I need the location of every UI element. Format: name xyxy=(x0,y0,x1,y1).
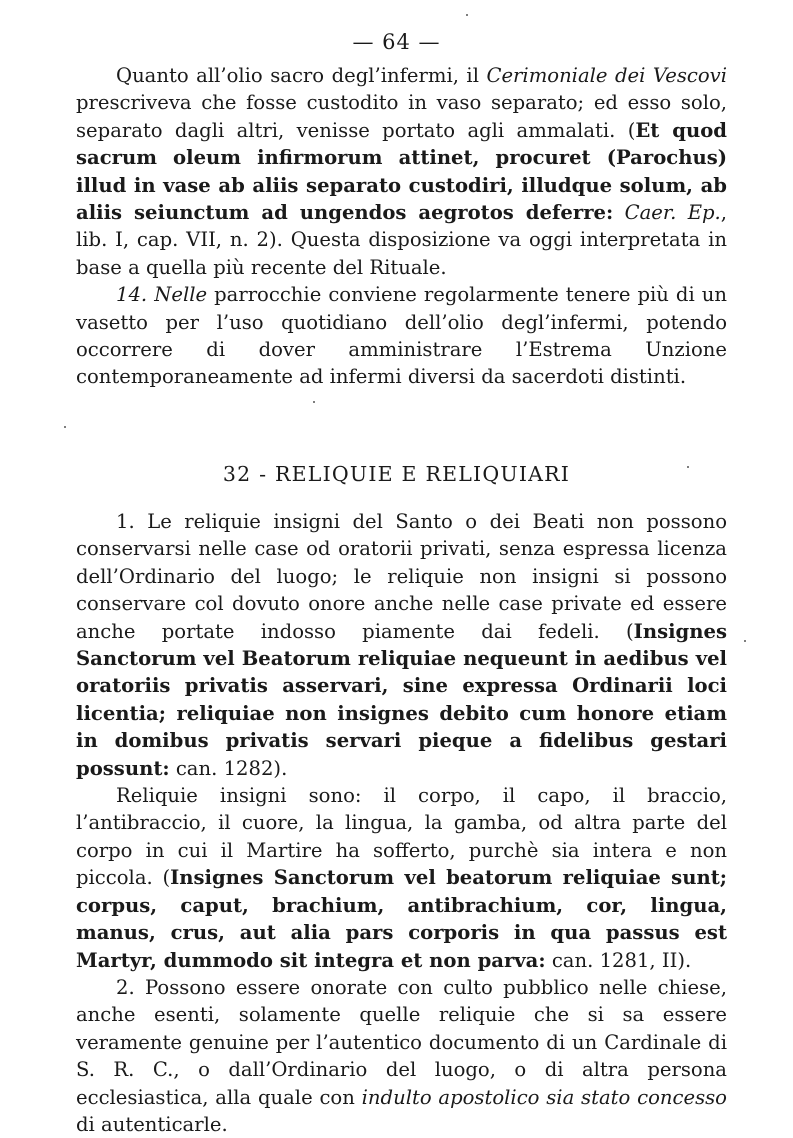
scan-speck xyxy=(744,640,746,642)
section-number: 32 - xyxy=(222,462,268,486)
text-run-italic: Nelle xyxy=(154,283,208,307)
text-run xyxy=(613,201,624,224)
paragraph-holy-oil xyxy=(76,62,727,281)
text-run: can. 1282). xyxy=(169,756,288,780)
text-run-italic: indulto apostolico sia stato concesso xyxy=(361,1085,727,1109)
top-text-block xyxy=(76,62,727,391)
text-run: can. 1281, II). xyxy=(545,948,692,972)
paragraph-relics-2 xyxy=(76,974,727,1138)
text-run: , lib. I, cap. VII, n. 2). Questa disposizione va oggi interpretata in base a quella più recente del Rituale. xyxy=(76,201,728,279)
page-number: — 64 — xyxy=(352,30,441,54)
scan-speck xyxy=(466,14,468,16)
latin-quotation: Insignes Sanctorum vel beatorum reliquiae sunt; corpus, caput, brachium, antibrachium, cor, lingua, manus, crus, aut alia pars corporis in qua passus est Martyr, dummodo sit integra et non parva: xyxy=(76,866,727,972)
latin-quotation: Insignes Sanctorum vel Beatorum reliquiae nequeunt in aedibus vel oratoriis privatis asservari, sine expressa Ordinarii loci licentia; reliquiae non insignes debito cum honore etiam in domibus privatis servari pieque a fidelibus gestari possunt: xyxy=(76,619,727,780)
latin-quotation: Et quod sacrum oleum infirmorum attinet, procuret (Parochus) illud in vase ab aliis separato custodiri, illudque solum, ab aliis seiunctum ad ungendos aegrotos deferre: xyxy=(76,118,727,225)
book-title-italic: Cerimoniale dei Vescovi xyxy=(486,64,727,87)
scan-speck xyxy=(313,401,315,403)
text-run: di autenticarle. xyxy=(76,1112,228,1136)
text-run: Quanto all’olio sacro degl’infermi, il xyxy=(116,64,487,87)
paragraph-relics-1 xyxy=(76,508,727,782)
text-run: parrocchie conviene regolarmente tenere più di un vasetto per l’uso quotidiano dell’olio degl’infermi, potendo occorrere di dover amministrare l’Estrema Unzione contemporaneamente ad infermi diversi da sacerdoti distinti. xyxy=(76,283,727,389)
paragraph-14 xyxy=(76,281,727,391)
scan-speck xyxy=(64,426,66,428)
text-run: Reliquie insigni sono: il corpo, il capo, il braccio, l’antibraccio, il cuore, la lingua, la gamba, od altra parte del corpo in cui il Martire ha sofferto, purchè sia intera e non piccola. ( xyxy=(76,784,727,890)
text-run: 2. Possono essere onorate con culto pubblico nelle chiese, anche esenti, solamente quelle reliquie che si sa essere veramente genuine per l’autentico documento di un Cardinale di S. R. C., o dall’Ordinario del luogo, o di altra persona ecclesiastica, alla quale con xyxy=(76,975,727,1109)
section-heading xyxy=(0,462,793,486)
text-run: prescriveva che fosse custodito in vaso separato; ed esso solo, separato dagli altri, venisse portato agli ammalati. ( xyxy=(76,91,727,142)
paragraph-relics-insignes xyxy=(76,782,727,974)
citation-italic: Caer. Ep. xyxy=(624,201,721,225)
paragraph-number: 14. xyxy=(116,283,148,307)
text-run: 1. Le reliquie insigni del Santo o dei Beati non possono conservarsi nelle case od oratorii privati, senza espressa licenza dell’Ordinario del luogo; le reliquie non insigni si possono conservare col dovuto onore anche nelle case private ed essere anche portate indosso piamente dai fedeli. ( xyxy=(76,510,727,643)
scan-speck xyxy=(687,466,689,468)
section-title-text: RELIQUIE E RELIQUIARI xyxy=(274,462,571,486)
section-body xyxy=(76,508,727,1138)
